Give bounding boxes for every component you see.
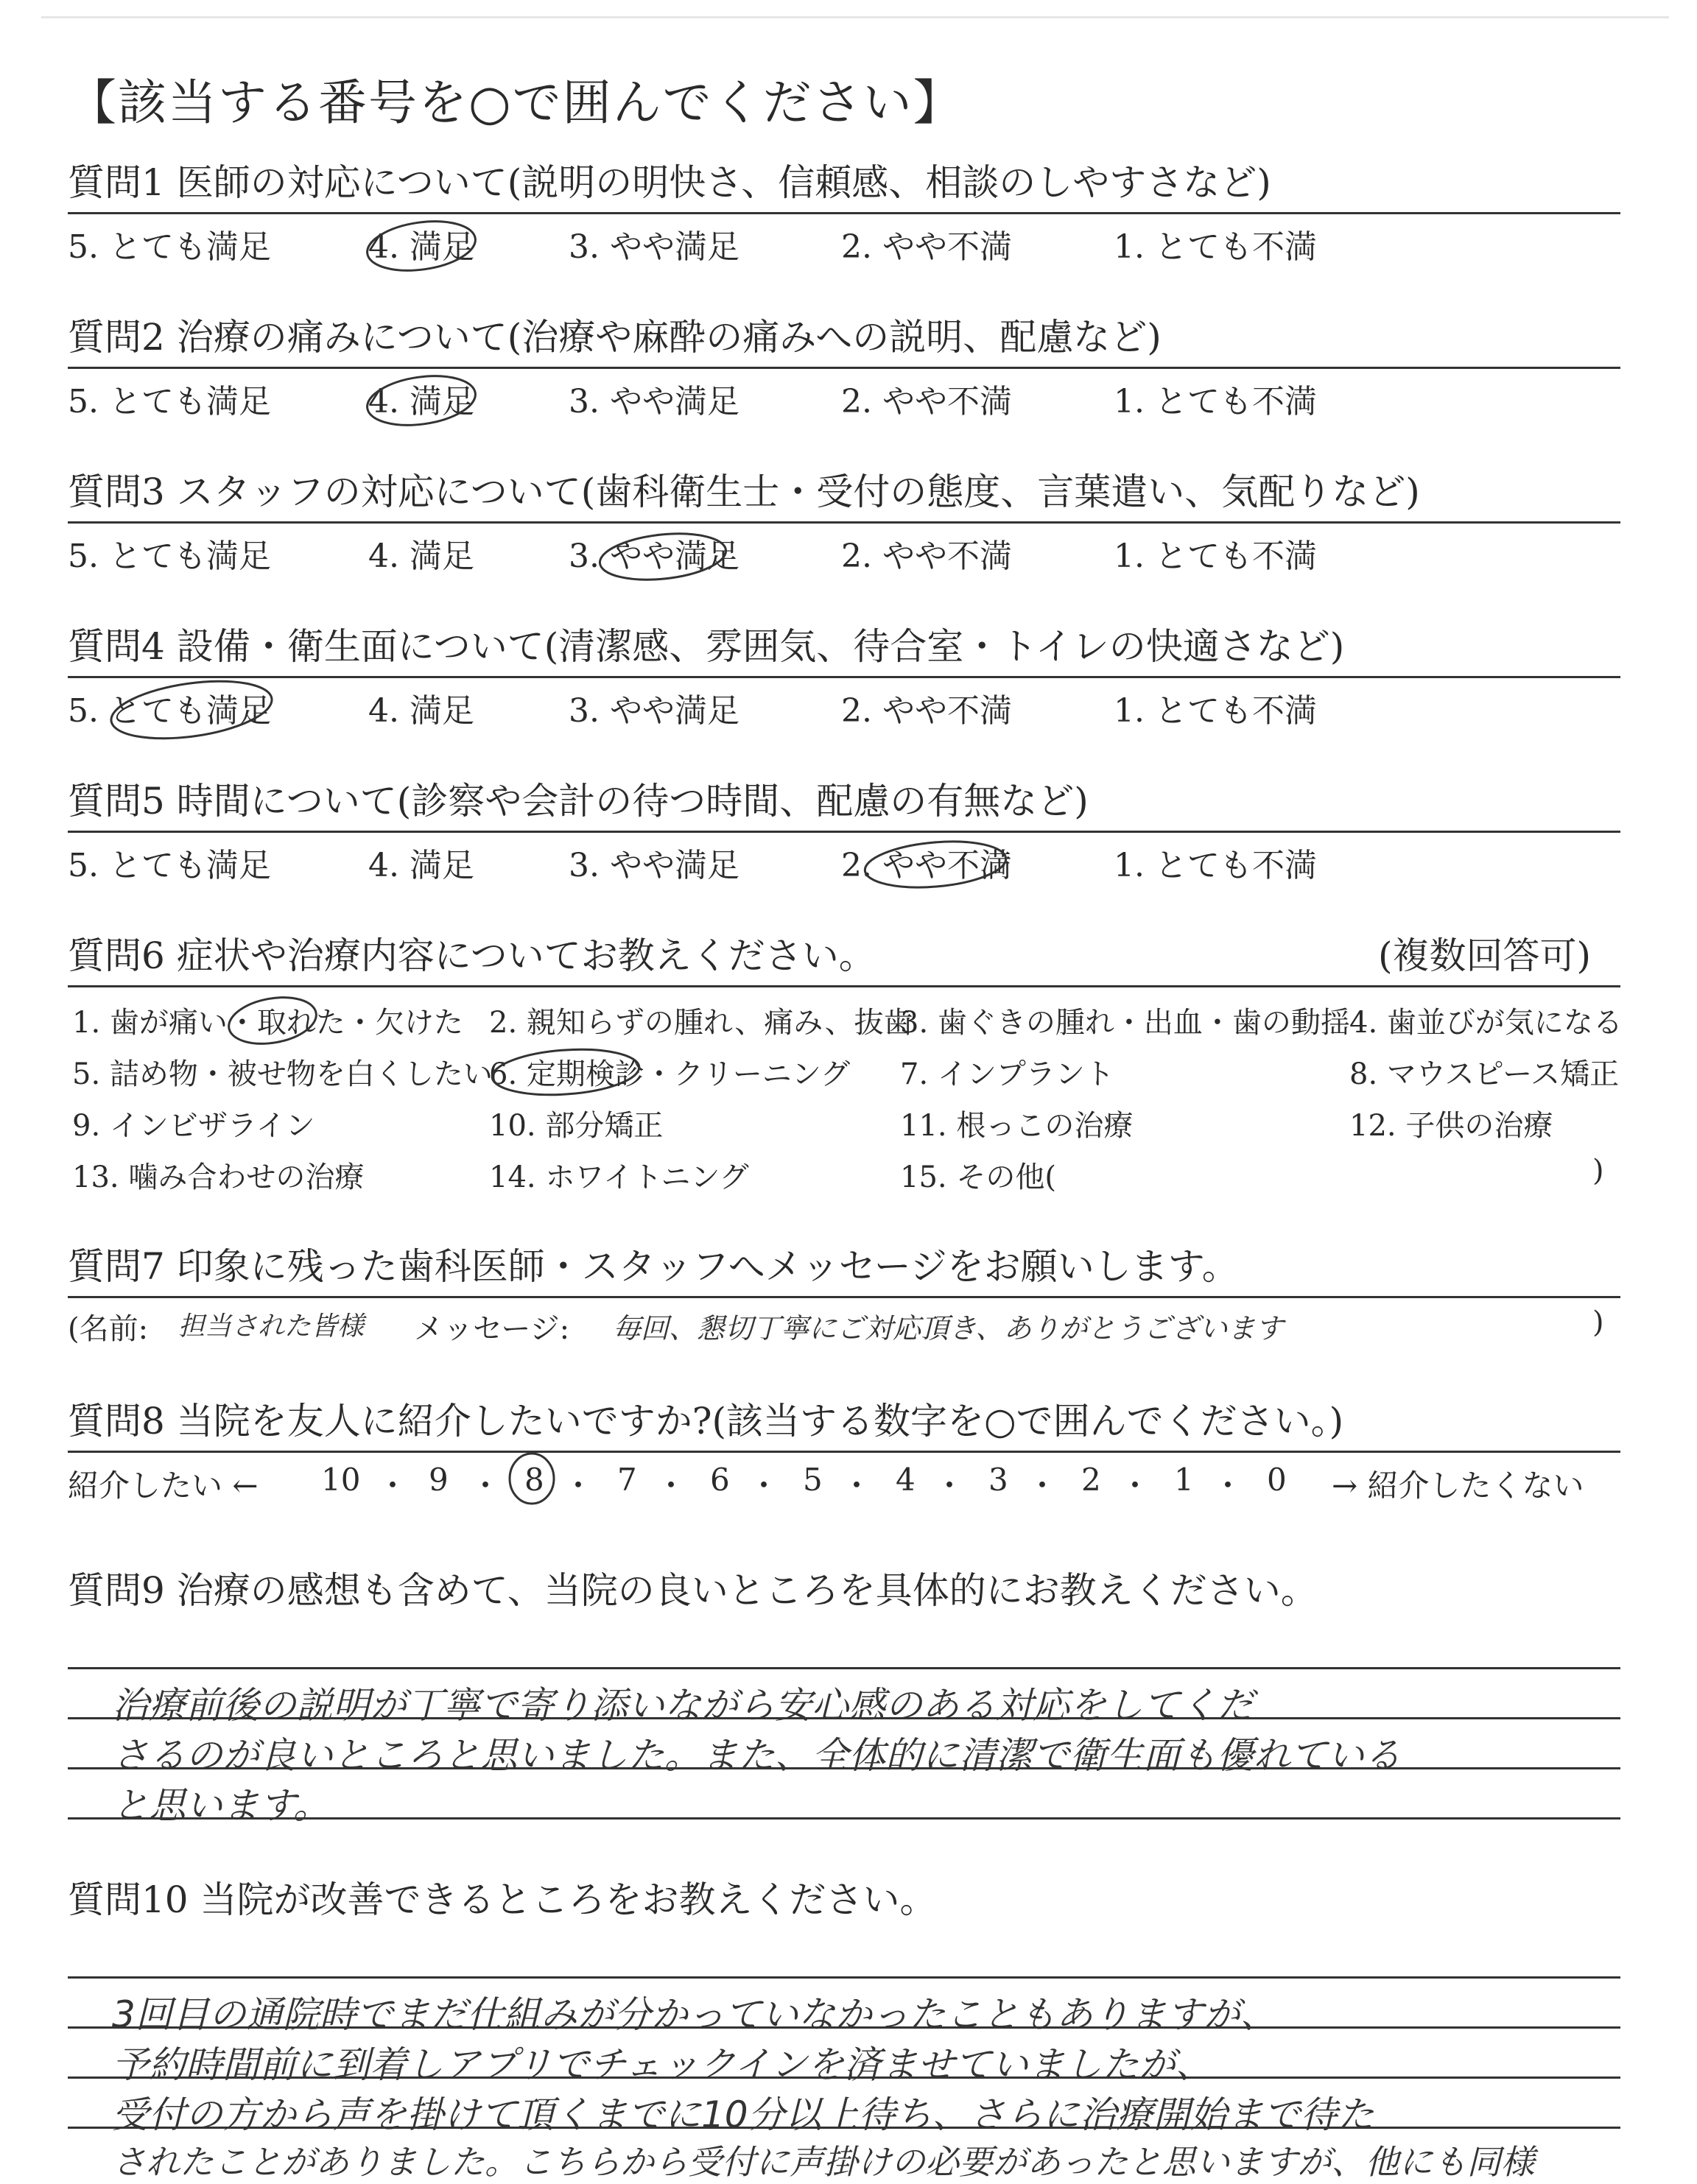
q8-scale-8[interactable]: 8 [524, 1462, 544, 1498]
q6-item-11[interactable]: 11. 根っこの治療 [900, 1109, 1134, 1143]
question-2 [68, 314, 1620, 420]
q5-option-1[interactable]: 1. とても不満 [1114, 847, 1317, 884]
question-5 [68, 778, 1620, 884]
q5-option-2[interactable]: 2. やや不満 [841, 847, 1012, 884]
q6-item-9[interactable]: 9. インビザライン [72, 1109, 315, 1143]
q7-message-handwritten[interactable]: 毎回、懇切丁寧にご対応頂き、ありがとうございます [613, 1312, 1284, 1345]
question-6-note: (複数回答可) [1377, 934, 1591, 977]
q6-item-15[interactable]: 15. その他( [900, 1160, 1056, 1194]
question-4-title: 質問4 設備・衛生面について(清潔感、雰囲気、待合室・トイレの快適さなど) [68, 625, 1345, 668]
q8-scale-1[interactable]: 1 [1174, 1462, 1194, 1498]
q4-option-4[interactable]: 4. 満足 [368, 692, 474, 730]
q3-option-2[interactable]: 2. やや不満 [841, 538, 1012, 575]
q8-scale-2[interactable]: 2 [1081, 1462, 1101, 1498]
question-5-options [68, 833, 1620, 884]
q2-option-3[interactable]: 3. やや満足 [569, 383, 739, 420]
q10-answer-line-3: 受付の方から声を掛けて頂くまでに10分以上待ち、さらに治療開始まで待た [112, 2093, 1374, 2136]
q8-dot: ・ [934, 1468, 966, 1504]
form-title: 【該当する番号を○で囲んでください】 [68, 74, 963, 131]
question-2-title: 質問2 治療の痛みについて(治療や麻酔の痛みへの説明、配慮など) [68, 316, 1162, 359]
q2-option-2[interactable]: 2. やや不満 [841, 383, 1012, 420]
q1-option-2[interactable]: 2. やや不満 [841, 228, 1012, 266]
q2-option-1[interactable]: 1. とても不満 [1114, 383, 1317, 420]
question-8-title: 質問8 当院を友人に紹介したいですか?(該当する数字を○で囲んでください。) [68, 1400, 1344, 1443]
q8-dot: ・ [656, 1468, 687, 1504]
q6-item-7[interactable]: 7. インプラント [900, 1057, 1114, 1091]
q6-item-13[interactable]: 13. 噛み合わせの治療 [72, 1160, 365, 1194]
q1-option-5[interactable]: 5. とても満足 [68, 228, 271, 266]
q2-option-5[interactable]: 5. とても満足 [68, 383, 271, 420]
q8-scale-7[interactable]: 7 [617, 1462, 637, 1498]
q7-name-handwritten[interactable]: 担当された皆様 [178, 1311, 365, 1342]
q8-dot: ・ [1212, 1468, 1244, 1504]
q8-scale-10[interactable]: 10 [321, 1462, 361, 1498]
q10-answer-line-4: されたことがありました。こちらから受付に声掛けの必要があったと思いますが、他にも同様 [112, 2142, 1535, 2182]
question-8-scale [68, 1453, 1620, 1504]
q8-scale-9[interactable]: 9 [429, 1462, 449, 1498]
question-8 [68, 1398, 1620, 1504]
question-10-title: 質問10 当院が改善できるところをお教えください。 [68, 1878, 937, 1921]
q7-close-paren: ) [1592, 1306, 1604, 1339]
q3-option-3[interactable]: 3. やや満足 [569, 538, 739, 575]
q8-scale-6[interactable]: 6 [710, 1462, 730, 1498]
question-9-answer-area[interactable] [68, 1614, 1620, 1850]
q8-scale-5[interactable]: 5 [803, 1462, 823, 1498]
question-6-title: 質問6 症状や治療内容についてお教えください。 [68, 934, 876, 977]
question-7-title: 質問7 印象に残った歯科医師・スタッフへメッセージをお願いします。 [68, 1245, 1239, 1288]
q8-dot: ・ [1027, 1468, 1058, 1504]
q8-dot: ・ [470, 1468, 502, 1504]
q9-answer-line-1: 治療前後の説明が丁寧で寄り添いながら安心感のある対応をしてくだ [112, 1684, 1254, 1727]
question-10-answer-area[interactable] [68, 1923, 1620, 2182]
q1-option-3[interactable]: 3. やや満足 [569, 228, 739, 266]
q5-option-5[interactable]: 5. とても満足 [68, 847, 271, 884]
q8-scale-4[interactable]: 4 [896, 1462, 916, 1498]
q8-dot: ・ [563, 1468, 594, 1504]
question-4-options [68, 678, 1620, 730]
question-1-options [68, 214, 1620, 266]
q7-prefix: (名前: [68, 1312, 149, 1346]
q4-option-5[interactable]: 5. とても満足 [68, 692, 271, 730]
q9-answer-line-3: と思います。 [112, 1784, 330, 1827]
q1-option-1[interactable]: 1. とても不満 [1114, 228, 1317, 266]
answer-line [68, 1976, 1620, 1979]
q6-item-10[interactable]: 10. 部分矯正 [489, 1109, 664, 1143]
question-10 [68, 1876, 1620, 2182]
q6-item-8[interactable]: 8. マウスピース矯正 [1349, 1057, 1620, 1091]
question-7 [68, 1243, 1620, 1346]
q7-message-label: メッセージ: [414, 1312, 570, 1346]
question-9-title: 質問9 治療の感想も含めて、当院の良いところを具体的にお教えください。 [68, 1569, 1318, 1612]
q8-left-label: 紹介したい ← [68, 1468, 259, 1504]
question-2-options [68, 369, 1620, 420]
answer-line [68, 1667, 1620, 1669]
q5-option-3[interactable]: 3. やや満足 [569, 847, 739, 884]
q6-item-2[interactable]: 2. 親知らずの腫れ、痛み、抜歯 [489, 1006, 913, 1040]
q2-option-4[interactable]: 4. 満足 [368, 383, 474, 420]
q6-item-3[interactable]: 3. 歯ぐきの腫れ・出血・歯の動揺 [900, 1006, 1350, 1040]
q1-option-4[interactable]: 4. 満足 [368, 228, 474, 266]
question-7-message [68, 1298, 1620, 1346]
q8-scale-3[interactable]: 3 [988, 1462, 1008, 1498]
q6-item-4[interactable]: 4. 歯並びが気になる [1349, 1006, 1623, 1040]
q6-item-14[interactable]: 14. ホワイトニング [489, 1160, 749, 1194]
q4-option-2[interactable]: 2. やや不満 [841, 692, 1012, 730]
q8-dot: ・ [377, 1468, 409, 1504]
question-1-title: 質問1 医師の対応について(説明の明快さ、信頼感、相談のしやすさなど) [68, 161, 1271, 204]
q3-option-5[interactable]: 5. とても満足 [68, 538, 271, 575]
question-6 [68, 932, 1623, 1208]
q10-answer-line-2: 予約時間前に到着しアプリでチェックインを済ませていましたが、 [112, 2043, 1212, 2086]
question-4 [68, 623, 1620, 730]
question-5-title: 質問5 時間について(診察や会計の待つ時間、配慮の有無など) [68, 780, 1089, 822]
q3-option-4[interactable]: 4. 満足 [368, 538, 474, 575]
question-6-options [68, 987, 1623, 1208]
q6-item-1[interactable]: 1. 歯が痛い・取れた・欠けた [72, 1006, 463, 1040]
q6-item-12[interactable]: 12. 子供の治療 [1349, 1109, 1553, 1143]
q6-item-5[interactable]: 5. 詰め物・被せ物を白くしたい [72, 1057, 493, 1091]
q10-answer-line-1: 3回目の通院時でまだ仕組みが分かっていなかったこともありますが、 [112, 1993, 1277, 2036]
question-3-title: 質問3 スタッフの対応について(歯科衛生士・受付の態度、言葉遣い、気配りなど) [68, 471, 1420, 513]
question-9 [68, 1567, 1620, 1850]
question-3-options [68, 524, 1620, 575]
q9-answer-line-2: さるのが良いところと思いました。また、全体的に清潔で衛生面も優れている [112, 1734, 1401, 1777]
top-border [41, 16, 1669, 18]
question-3 [68, 468, 1620, 575]
q4-option-1[interactable]: 1. とても不満 [1114, 692, 1317, 730]
q8-dot: ・ [1120, 1468, 1151, 1504]
q4-option-3[interactable]: 3. やや満足 [569, 692, 739, 730]
q6-item-6[interactable]: 6. 定期検診・クリーニング [489, 1057, 851, 1091]
q8-scale-0[interactable]: 0 [1267, 1462, 1287, 1498]
q8-dot: ・ [841, 1468, 873, 1504]
q8-dot: ・ [748, 1468, 780, 1504]
q5-option-4[interactable]: 4. 満足 [368, 847, 474, 884]
q3-option-1[interactable]: 1. とても不満 [1114, 538, 1317, 575]
question-1 [68, 159, 1620, 266]
q6-item-15-close: ) [1592, 1154, 1604, 1188]
q8-right-label: → 紹介したくない [1332, 1468, 1584, 1504]
